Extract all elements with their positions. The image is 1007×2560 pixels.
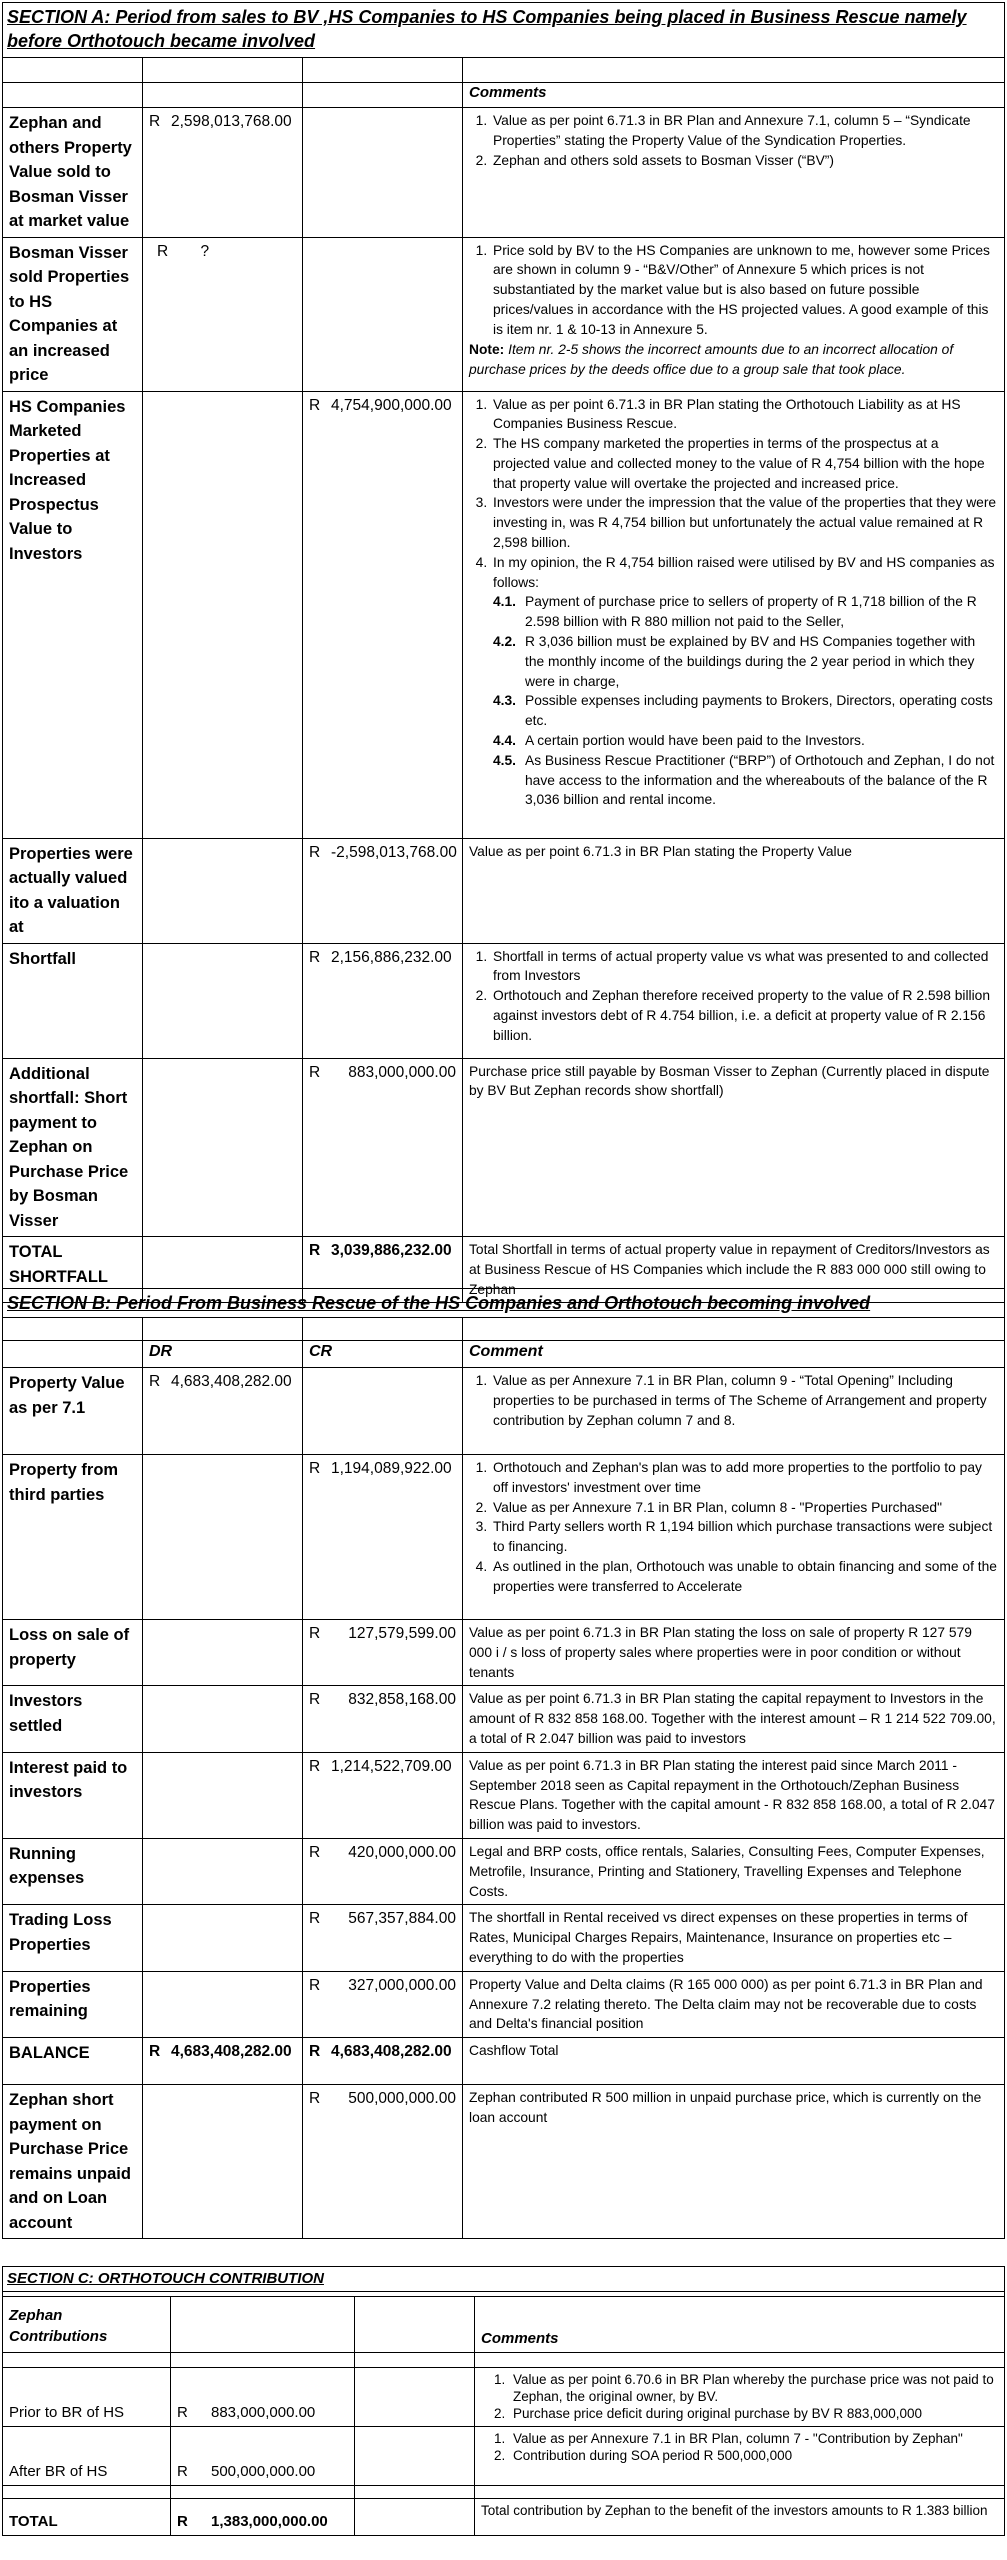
row-comments: [475, 2427, 1005, 2486]
dr-amount: R 4,683,408,282.00: [143, 1368, 303, 1455]
cr-amount: R 327,000,000.00: [303, 1971, 463, 2037]
row-comments: [463, 943, 1005, 1058]
table-row: [3, 1838, 1005, 1904]
row-label: Zephan and others Property Value sold to Bosman Visser at market value: [3, 108, 143, 238]
row-label: Property Value as per 7.1: [3, 1368, 143, 1455]
sub-item: 4.4. A certain portion would have been paid to the Investors.: [493, 733, 865, 749]
table-row: [3, 1368, 1005, 1455]
comment-item: 1. Orthotouch and Zephan's plan was to add more properties to the portfolio to pay off investors' investment over time: [491, 1458, 998, 1498]
table-row: [3, 1752, 1005, 1838]
table-row: [3, 1058, 1005, 1237]
cr-amount: [303, 237, 463, 391]
dr-amount: [143, 1971, 303, 2037]
comment-item: 2. Contribution during SOA period R 500,000,000: [509, 2447, 998, 2464]
dr-amount: [143, 391, 303, 838]
dr-amount: R 2,598,013,768.00: [143, 108, 303, 238]
cr-amount: R 2,156,886,232.00: [303, 943, 463, 1058]
row-comments: Cashflow Total: [463, 2038, 1005, 2085]
row-label: Running expenses: [3, 1838, 143, 1904]
table-row: [3, 1686, 1005, 1752]
col-dr-header: DR: [143, 1341, 303, 1368]
row-comments: Value as per point 6.71.3 in BR Plan stating the loss on sale of property R 127 579 000 i / s loss of property sales where properties were in poor condition or without tenants: [463, 1620, 1005, 1686]
cr-amount: R 883,000,000.00: [303, 1058, 463, 1237]
row-label: HS Companies Marketed Properties at Increased Prospectus Value to Investors: [3, 391, 143, 838]
row-label: Interest paid to investors: [3, 1752, 143, 1838]
cr-amount: R 832,858,168.00: [303, 1686, 463, 1752]
cr-amount: R -2,598,013,768.00: [303, 838, 463, 943]
col-cr-header: CR: [303, 1341, 463, 1368]
cr-amount: R 500,000,000.00: [303, 2085, 463, 2239]
row-comments: Value as per point 6.71.3 in BR Plan stating the interest paid since March 2011 - September 2018 seen as Capital repayment in the Orthotouch/Zephan Business Rescue Plans. Together with the capital amount - R 832 858 168.00, a total of R 2.047 billion was paid to investors.: [463, 1752, 1005, 1838]
dr-amount: [143, 943, 303, 1058]
comments-header: Comments: [463, 83, 1005, 108]
sub-item: 4.5. As Business Rescue Practitioner (“BRP”) of Orthotouch and Zephan, I do not have access to the information and the whereabouts of the balance of the R 3,036 billion and rental income.: [493, 752, 995, 808]
cr-amount: R 4,754,900,000.00: [303, 391, 463, 838]
comment-item: 1. Price sold by BV to the HS Companies are unknown to me, however some Prices are shown in column 9 - “B&V/Other” of Annexure 5 which prices is not substantiated by the market value but is also based on future possible prices/values in accordance with the HS projected values. A good example of this is item nr. 1 & 10-13 in Annexure 5.: [491, 241, 998, 340]
cr-amount: R 127,579,599.00: [303, 1620, 463, 1686]
comment-item: 2. Purchase price deficit during original purchase by BV R 883,000,000: [509, 2405, 998, 2422]
col-comment-header: Comments: [475, 2297, 1005, 2353]
row-label: Prior to BR of HS: [3, 2368, 171, 2427]
cr-amount: R 567,357,884.00: [303, 1905, 463, 1971]
cr-amount: [303, 108, 463, 238]
row-label: Properties remaining: [3, 1971, 143, 2037]
amount: R 883,000,000.00: [171, 2368, 355, 2427]
row-label: Property from third parties: [3, 1455, 143, 1620]
row-comments: Property Value and Delta claims (R 165 000 000) as per point 6.71.3 in BR Plan and Annexure 7.2 relating thereto. The Delta claim may not be recoverable due to costs and Delta's financial position: [463, 1971, 1005, 2037]
section-a: [2, 2, 1004, 1303]
row-comments: Legal and BRP costs, office rentals, Salaries, Consulting Fees, Computer Expenses, Metrofile, Insurance, Printing and Stationery, Travelling Expenses and Telephone Costs.: [463, 1838, 1005, 1904]
section-c-table: [2, 2266, 1005, 2536]
dr-amount: R ?: [143, 237, 303, 391]
row-comments: [463, 237, 1005, 391]
table-row: [3, 391, 1005, 838]
col-label-header: Zephan Contributions: [3, 2297, 171, 2353]
comment-item: 3. Investors were under the impression that the value of the properties that they were investing in, was R 4,754 billion but unfortunately the actual value remained at R 2,598 billion.: [491, 493, 998, 552]
section-a-table: [2, 2, 1005, 1303]
row-label: Investors settled: [3, 1686, 143, 1752]
row-label: Additional shortfall: Short payment to Zephan on Purchase Price by Bosman Visser: [3, 1058, 143, 1237]
comment-item: 1. Value as per point 6.71.3 in BR Plan stating the Orthotouch Liability as at HS Companies Business Rescue.: [491, 395, 998, 435]
comment-item: 2. The HS company marketed the properties in terms of the prospectus at a projected value and collected money to the value of R 4,754 billion with the hope that property value will overtake the projected and increased price.: [491, 434, 998, 493]
row-comments: Value as per point 6.71.3 in BR Plan stating the capital repayment to Investors in the amount of R 832 858 168.00. Together with the interest amount – R 1 214 522 709.00, a total of R 2.047 billion was paid to investors: [463, 1686, 1005, 1752]
row-comments: [463, 1368, 1005, 1455]
row-comments: [463, 1455, 1005, 1620]
row-comments: The shortfall in Rental received vs direct expenses on these properties in terms of Rates, Municipal Charges Repairs, Maintenance, Insurance on properties etc – everything to do with the properties: [463, 1905, 1005, 1971]
row-comments: Value as per point 6.71.3 in BR Plan stating the Property Value: [463, 838, 1005, 943]
row-label: BALANCE: [3, 2038, 143, 2085]
amount: R 500,000,000.00: [171, 2427, 355, 2486]
row-comments: Total Shortfall in terms of actual property value in repayment of Creditors/Investors as at Business Rescue of HS Companies which include the R 883 000 000 still owing to Zephan: [463, 1237, 1005, 1303]
sub-item: 4.3. Possible expenses including payments to Brokers, Directors, operating costs etc.: [493, 693, 993, 729]
dr-amount: [143, 1058, 303, 1237]
section-c-title: SECTION C: ORTHOTOUCH CONTRIBUTION: [3, 2267, 1005, 2292]
comment-item: 1. Value as per point 6.71.3 in BR Plan and Annexure 7.1, column 5 – “Syndicate Properties” stating the Property Value of the Syndication Properties.: [491, 111, 998, 151]
table-row: [3, 1620, 1005, 1686]
comment-item: 4. In my opinion, the R 4,754 billion raised were utilised by BV and HS companies as follows: 4.1. Payment of purchase price to sellers of property of R 1,718 billion of the R 2.598 billion with R 880 million not paid to the Seller, 4.2. R 3,036 billion must be explained by BV and HS Companies together with the monthly income of the buildings during the 2 year period in which they were in charge, 4.3. Possible expenses including payments to Brokers, Directors, operating costs etc. 4.4. A certain portion would have been paid to the Investors. 4.5. As Business Rescue Practitioner (“BRP”) of Orthotouch and Zephan, I do not have access to the information and the whereabouts of the balance of the R 3,036 billion and rental income.: [491, 553, 998, 810]
comment-item: 4. As outlined in the plan, Orthotouch was unable to obtain financing and some of the properties were transferred to Accelerate: [491, 1557, 998, 1597]
col-comment-header: Comment: [463, 1341, 1005, 1368]
table-row: [3, 1971, 1005, 2037]
cr-amount: R 3,039,886,232.00: [303, 1237, 463, 1303]
section-a-title: SECTION A: Period from sales to BV ,HS Companies to HS Companies being placed in Business Rescue namely before Orthotouch became involved: [3, 3, 1005, 58]
section-b-title: SECTION B: Period From Business Rescue of the HS Companies and Orthotouch becoming involved: [3, 1289, 1005, 1318]
cr-amount: R 4,683,408,282.00: [303, 2038, 463, 2085]
table-row: [3, 943, 1005, 1058]
row-label: Bosman Visser sold Properties to HS Companies at an increased price: [3, 237, 143, 391]
dr-amount: [143, 1686, 303, 1752]
table-row: [3, 1455, 1005, 1620]
section-b-table: [2, 1288, 1005, 2239]
dr-amount: [143, 1455, 303, 1620]
cr-amount: [303, 1368, 463, 1455]
table-row: [3, 838, 1005, 943]
sub-item: 4.1. Payment of purchase price to sellers of property of R 1,718 billion of the R 2.598 billion with R 880 million not paid to the Seller,: [493, 594, 977, 630]
total-comment: Total contribution by Zephan to the benefit of the investors amounts to R 1.383 billion: [475, 2499, 1005, 2536]
table-row: [3, 2038, 1005, 2085]
dr-amount: [143, 1905, 303, 1971]
table-row: [3, 108, 1005, 238]
total-amount: R 1,383,000,000.00: [171, 2499, 355, 2536]
cr-amount: R 1,194,089,922.00: [303, 1455, 463, 1620]
comment-item: 1. Value as per Annexure 7.1 in BR Plan, column 7 - "Contribution by Zephan": [509, 2430, 998, 2447]
dr-amount: [143, 1838, 303, 1904]
table-row: [3, 2368, 1005, 2427]
row-comments: [463, 391, 1005, 838]
row-comments: Purchase price still payable by Bosman Visser to Zephan (Currently placed in dispute by BV But Zephan records show shortfall): [463, 1058, 1005, 1237]
cr-amount: R 420,000,000.00: [303, 1838, 463, 1904]
comment-item: 2. Zephan and others sold assets to Bosman Visser (“BV”): [491, 151, 998, 171]
row-label: Properties were actually valued ito a valuation at: [3, 838, 143, 943]
comment-item: 2. Value as per Annexure 7.1 in BR Plan, column 8 - "Properties Purchased": [491, 1498, 998, 1518]
row-comments: [463, 108, 1005, 238]
comment-item: 1. Value as per point 6.70.6 in BR Plan whereby the purchase price was not paid to Zephan, the original owner, by BV.: [509, 2371, 998, 2405]
dr-amount: [143, 838, 303, 943]
row-label: TOTAL SHORTFALL: [3, 1237, 143, 1303]
cr-amount: R 1,214,522,709.00: [303, 1752, 463, 1838]
sub-item: 4.2. R 3,036 billion must be explained by BV and HS Companies together with the monthly income of the buildings during the 2 year period in which they were in charge,: [493, 634, 976, 689]
row-label: Shortfall: [3, 943, 143, 1058]
table-row: [3, 237, 1005, 391]
row-label: Trading Loss Properties: [3, 1905, 143, 1971]
row-label: Loss on sale of property: [3, 1620, 143, 1686]
row-comments: [475, 2368, 1005, 2427]
section-b: [2, 1288, 1004, 2239]
table-row: [3, 2427, 1005, 2486]
dr-amount: R 4,683,408,282.00: [143, 2038, 303, 2085]
comment-item: 1. Value as per Annexure 7.1 in BR Plan, column 9 - “Total Opening” Including properties to be purchased in terms of The Scheme of Arrangement and property contribution by Zephan column 7 and 8.: [491, 1371, 998, 1430]
table-row: [3, 2499, 1005, 2536]
dr-amount: [143, 1752, 303, 1838]
note: Note: Item nr. 2-5 shows the incorrect amounts due to an incorrect allocation of purchase prices by the deeds office due to a group sale that took place.: [469, 342, 954, 378]
row-label: After BR of HS: [3, 2427, 171, 2486]
comment-item: 2. Orthotouch and Zephan therefore received property to the value of R 2.598 billion against investors debt of R 4.754 billion, i.e. a deficit at property value of R 2.156 billion.: [491, 986, 998, 1045]
total-label: TOTAL: [3, 2499, 171, 2536]
table-row: [3, 2085, 1005, 2239]
section-c: [2, 2266, 1004, 2536]
comment-item: 3. Third Party sellers worth R 1,194 billion which purchase transactions were subject to financing.: [491, 1517, 998, 1557]
row-comments: Zephan contributed R 500 million in unpaid purchase price, which is currently on the loan account: [463, 2085, 1005, 2239]
dr-amount: [143, 1620, 303, 1686]
row-label: Zephan short payment on Purchase Price remains unpaid and on Loan account: [3, 2085, 143, 2239]
dr-amount: [143, 2085, 303, 2239]
comment-item: 1. Shortfall in terms of actual property value vs what was presented to and collected from Investors: [491, 947, 998, 987]
table-row: [3, 1905, 1005, 1971]
